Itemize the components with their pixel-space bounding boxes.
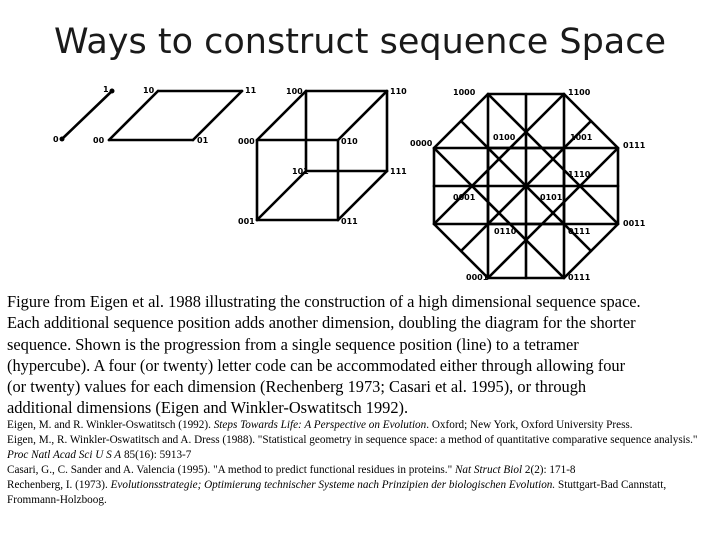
diagram-3d-cube [238,87,407,226]
node-label: 10 [143,86,155,95]
reference-details: 2(2): 171-8 [522,464,576,476]
node-label: 011 [341,217,358,226]
node-label: 0 [53,135,59,144]
node-label: 0101 [540,193,563,202]
reference-item [7,433,713,463]
node-label: 0000 [410,139,433,148]
node-label: 010 [341,137,358,146]
reference-authors: Eigen, M., R. Winkler-Oswatitsch and A. Dress (1988). "Statistical geometry in sequence space: a method of quantitative comparative sequence analysis." [7,434,698,446]
node-label: 0111 [568,273,591,282]
reference-item [7,463,713,478]
reference-item [7,418,713,433]
node-label: 0001 [466,273,489,282]
reference-title: Proc Natl Acad Sci U S A [7,449,122,461]
node-label: 000 [238,137,255,146]
reference-item [7,478,713,508]
node-label: 0001 [453,193,476,202]
node-label: 0111 [623,141,646,150]
diagram-1d-line [53,85,115,144]
reference-authors: Eigen, M. and R. Winkler-Oswatitsch (1992). [7,419,214,431]
reference-authors: Casari, G., C. Sander and A. Valencia (1995). "A method to predict functional residues in proteins." [7,464,455,476]
sequence-space-figure [48,82,688,292]
reference-details: 85(16): 5913-7 [121,449,192,461]
node-label: 11 [245,86,257,95]
node-label: 1100 [568,88,591,97]
reference-details: . Oxford; New York, Oxford University Press. [426,419,633,431]
node-label: 0011 [623,219,646,228]
node-label: 001 [238,217,255,226]
slide-title: Ways to construct sequence Space [53,22,667,62]
node-label: 101 [292,167,309,176]
node-label: 1000 [453,88,476,97]
reference-details: Stuttgart-Bad Cannstatt, Frommann-Holzboog. [7,479,667,506]
reference-title: Steps Towards Life: A Perspective on Evolution [213,419,427,431]
node-label: 0100 [493,133,516,142]
reference-authors: Rechenberg, I. (1973). [7,479,111,491]
reference-title: Evolutionsstrategie; Optimierung technischer Systeme nach Prinzipien der biologischen Evolution. [110,479,556,491]
diagram-4d-hypercube [410,88,646,282]
figure-caption: Figure from Eigen et al. 1988 illustrating the construction of a high dimensional sequence space. Each additional sequence position adds another dimension, doubling the diagram for the shorter sequence. Shown is the progression from a single sequence position (line) to a tetramer (hypercube). A four (or twenty) letter code can be accommodated either through allowing four (or twenty) values for each dimension (Rechenberg 1973; Casari et al. 1995), or through additional dimensions (Eigen and Winkler-Oswatitsch 1992). [7,292,641,418]
node-label: 110 [390,87,407,96]
hypercube-diagram [48,82,688,292]
node-label: 1001 [570,133,593,142]
node-label: 100 [286,87,303,96]
node-label: 01 [197,136,209,145]
node-label: 111 [390,167,407,176]
node-label: 00 [93,136,105,145]
node-label: 1110 [568,170,591,179]
node-label: 0110 [494,227,517,236]
reference-title: Nat Struct Biol [454,464,523,476]
node-label: 1 [103,85,109,94]
diagram-2d-square [93,86,257,145]
references-list [7,418,713,508]
node-label: 0111 [568,227,591,236]
